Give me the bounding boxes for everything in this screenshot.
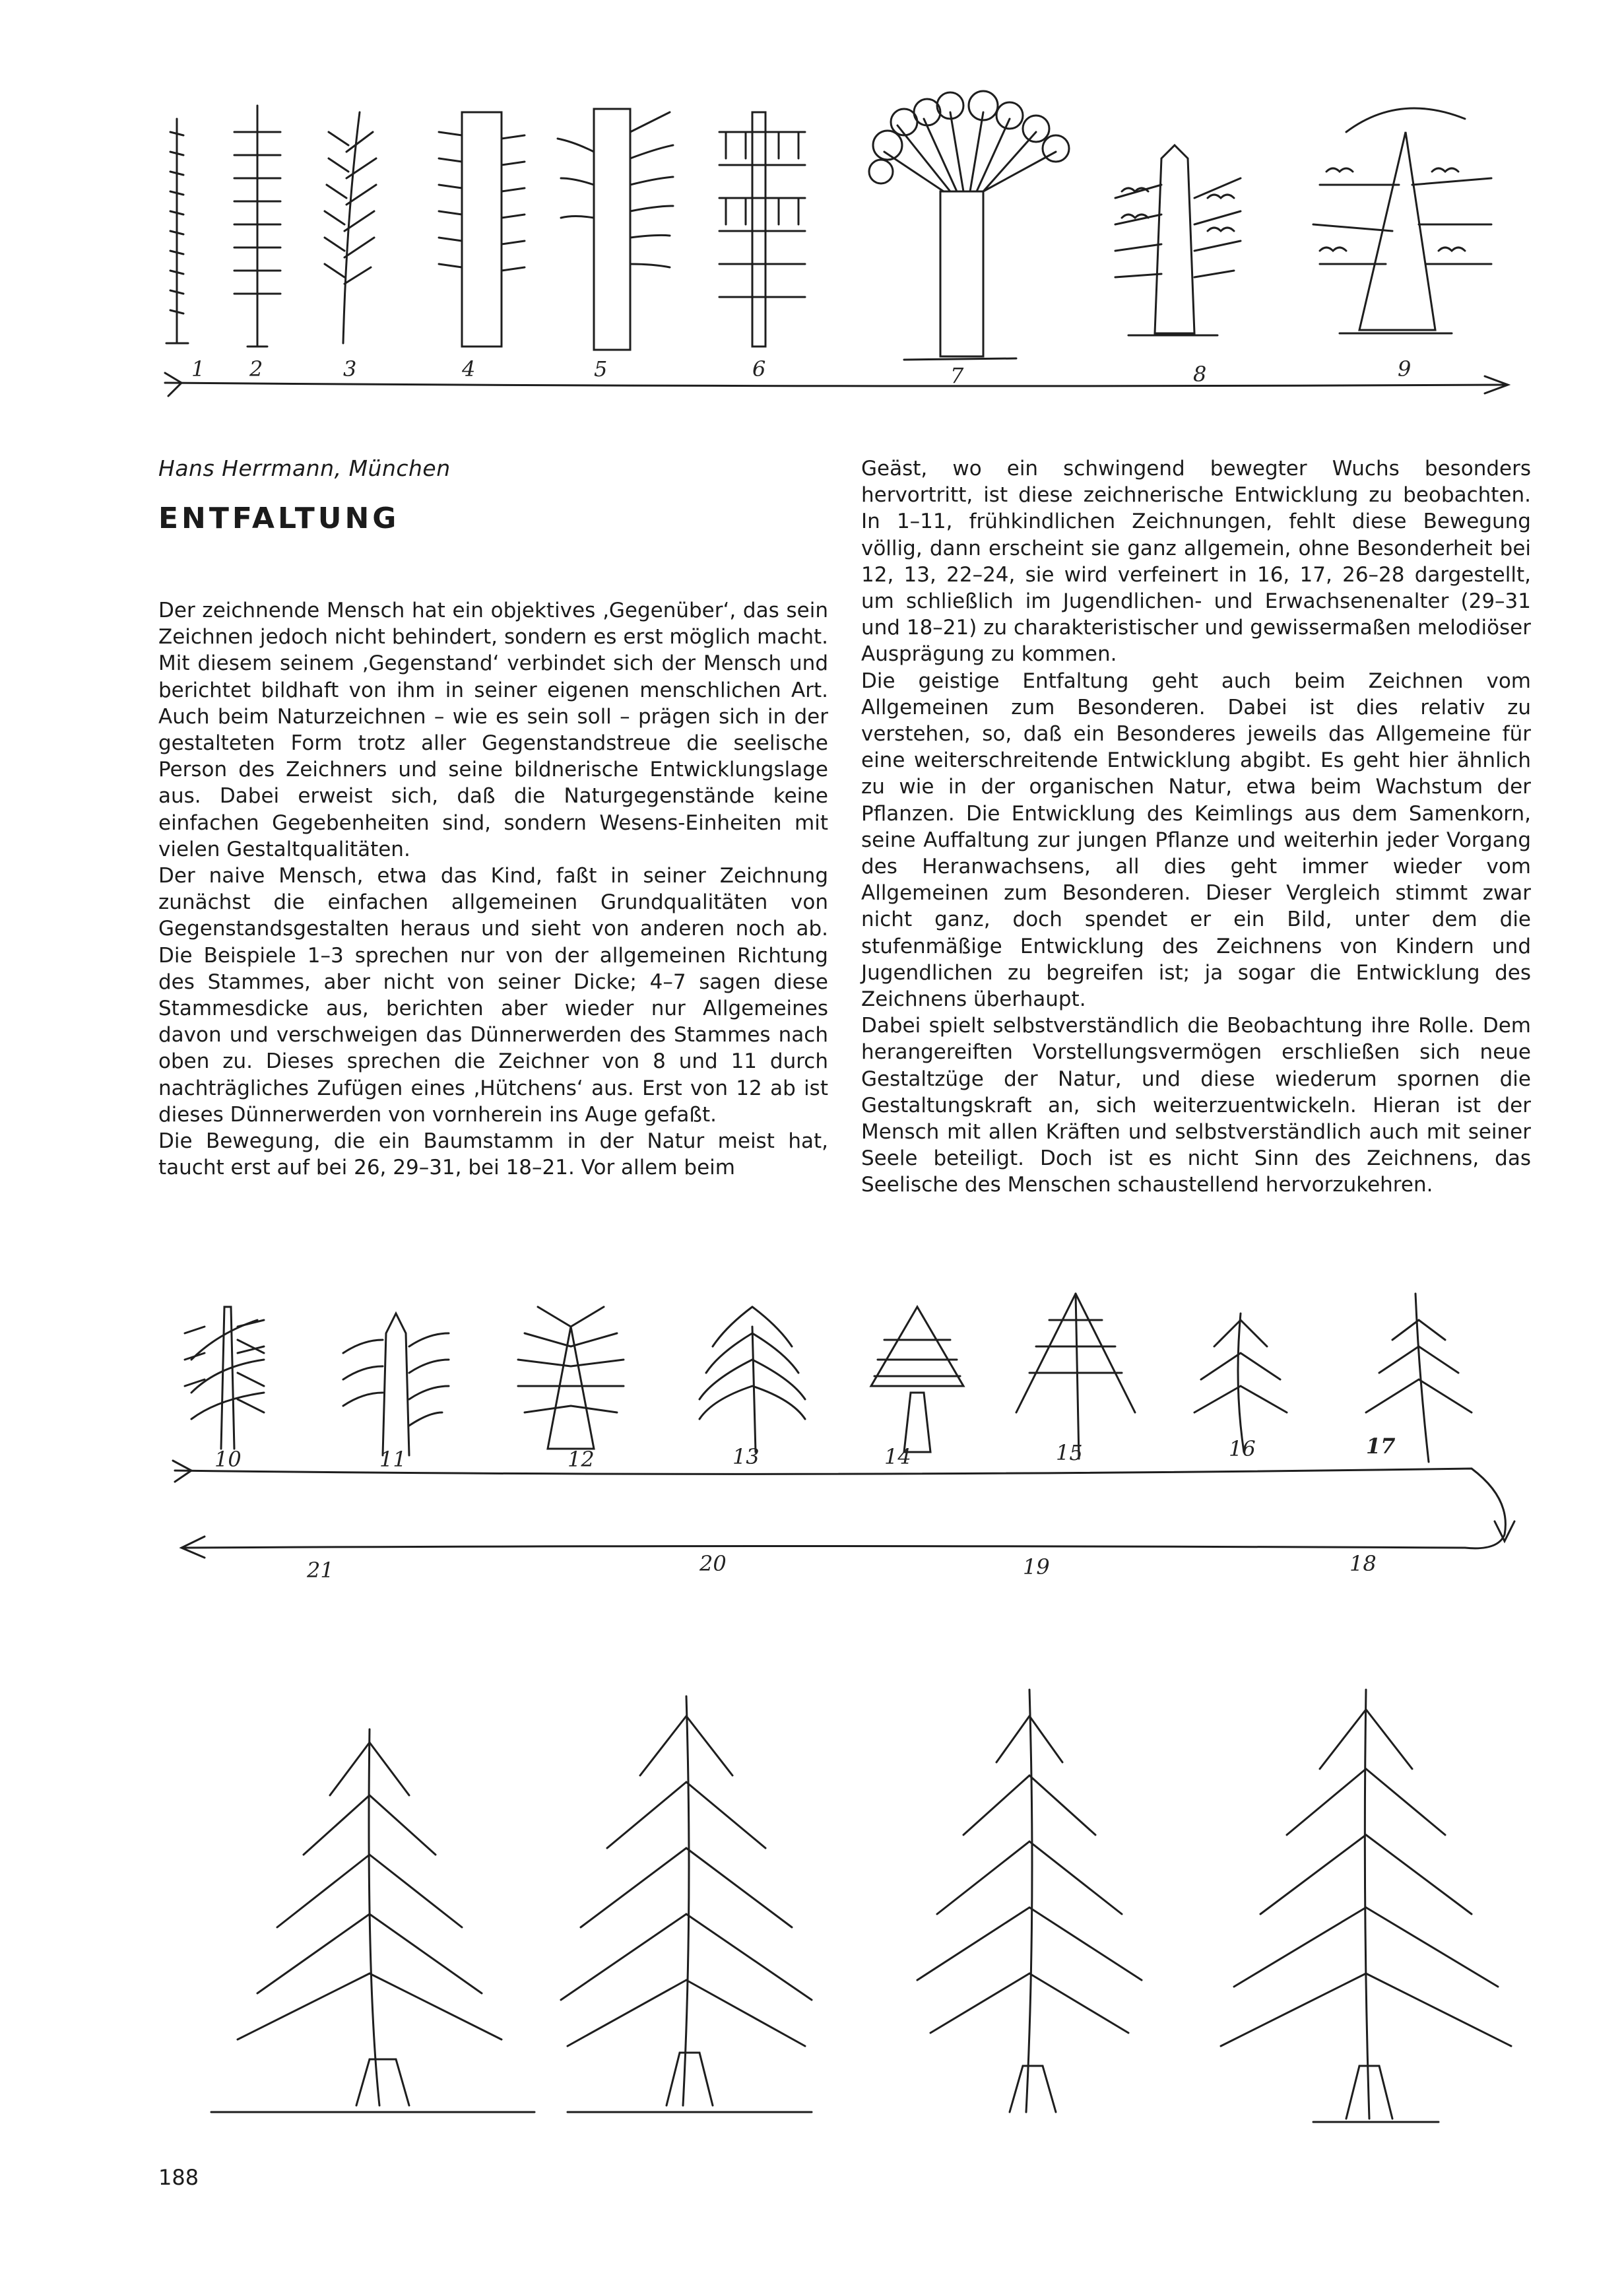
tree-drawing-21	[211, 1729, 535, 2112]
figure-label-19: 19	[1023, 1554, 1050, 1579]
paragraph: Die geistige Entfaltung geht auch beim Zeichnen vom Allgemeinen zum Besonderen. Dabei ist dies relativ zu verstehen, so, daß ein Besonderes jeweils das Allgemeine für eine weiterschreitende Entwicklung abgibt. Es geht hier ähnlich zu wie in der organischen Natur, etwa beim Wachstum der Pflanzen. Die Entwicklung des Keimlings aus dem Samenkorn, seine Auffaltung zur jungen Pflanze und weiterhin jeder Vorgang des Heranwachsens, all dies geht immer wieder vom Allgemeinen zum Besonderen. Dieser Vergleich stimmt zwar nicht ganz, doch spendet er ein Bild, unter dem die stufenmäßige Entwicklung des Zeichnens von Kindern und Jugendlichen zu begreifen ist; ja sogar die Entwicklung des Zeichnens überhaupt.	[861, 669, 1531, 1012]
tree-drawing-8	[1115, 145, 1241, 335]
figure-label-4: 4	[462, 356, 476, 381]
figure-label-2: 2	[249, 356, 263, 381]
figure-label-20: 20	[699, 1551, 727, 1576]
tree-drawing-10	[185, 1307, 264, 1449]
tree-drawing-4	[439, 112, 525, 347]
figure-label-21: 21	[307, 1558, 334, 1583]
figure-label-7: 7	[950, 363, 964, 388]
tree-drawing-15	[1016, 1294, 1135, 1459]
paragraph: Die Bewegung, die ein Baumstamm in der Natur meist hat, taucht erst auf bei 26, 29–31, bei 18–21. Vor allem beim	[158, 1129, 828, 1180]
paragraph: Der naive Mensch, etwa das Kind, faßt in seiner Zeichnung zunächst die einfachen allgemeinen Grundqualitäten von Gegenstandsgestalten heraus und sieht von anderen noch ab. Die Beispiele 1–3 sprechen nur von der allgemeinen Richtung des Stammes, aber nicht von seiner Dicke; 4–7 sagen diese Stammesdicke aus, berichten aber wieder nur Allgemeines davon und verschweigen das Dünnerwerden des Stammes nach oben zu. Dieses sprechen die Zeichner von 8 und 11 durch nachträgliches Zufügen eines ‚Hütchens‘ aus. Erst von 12 ab ist dieses Dünnerwerden von vornherein ins Auge gefaßt.	[158, 864, 828, 1127]
page-number: 188	[158, 2165, 199, 2190]
paragraph: Der zeichnende Mensch hat ein objektives ‚Gegenüber‘, das sein Zeichnen jedoch nicht behindert, sondern es erst möglich macht. Mit diesem seinem ‚Gegenstand‘ verbindet sich der Mensch und berichtet bildhaft von ihm in seiner eigenen menschlichen Art. Auch beim Naturzeichnen – wie es sein soll – prägen sich in der gestalteten Form trotz aller Gegenstandstreue die seelische Person des Zeichners und seine bildnerische Entwicklungslage aus. Dabei erweist sich, daß die Naturgegenstände keine einfachen Gegebenheiten sind, sondern Wesens-Einheiten mit vielen Gestaltqualitäten.	[158, 599, 828, 861]
tree-drawing-11	[343, 1313, 449, 1455]
figure-label-16: 16	[1229, 1436, 1256, 1461]
figure-label-8: 8	[1193, 362, 1207, 387]
tree-drawing-2	[234, 106, 280, 347]
author-line: Hans Herrmann, München	[158, 455, 451, 481]
timeline-arrow-middle	[175, 1469, 1505, 1548]
article-title: ENTFALTUNG	[158, 502, 400, 535]
tree-drawing-14	[871, 1307, 963, 1452]
tree-drawing-19	[917, 1690, 1142, 2112]
figure-label-11: 11	[379, 1447, 406, 1472]
tree-drawing-3	[325, 112, 376, 343]
figure-label-10: 10	[214, 1447, 242, 1472]
figure-label-13: 13	[732, 1444, 760, 1469]
figure-label-18: 18	[1349, 1551, 1377, 1576]
figure-label-5: 5	[594, 356, 608, 381]
tree-drawing-13	[699, 1307, 805, 1452]
figure-label-6: 6	[752, 356, 766, 381]
text-column-right	[861, 455, 1531, 1199]
timeline-arrow-top	[165, 383, 1505, 386]
paragraph: Geäst, wo ein schwingend bewegter Wuchs besonders hervortritt, ist diese zeichnerische Entwicklung zu beobachten. In 1–11, frühkindlichen Zeichnungen, fehlt diese Bewegung völlig, dann erscheint sie ganz allgemein, ohne Besonderheit bei 12, 13, 22–24, sie wird verfeinert in 16, 17, 26–28 dargestellt, um schließlich im Jugendlichen- und Erwachsenenalter (29–31 und 18–21) zu charakteristischer und gewissermaßen melodiöser Ausprägung zu kommen.	[861, 457, 1531, 667]
tree-drawing-16	[1194, 1313, 1287, 1452]
figure-label-17: 17	[1366, 1434, 1396, 1459]
figure-label-15: 15	[1056, 1440, 1083, 1465]
tree-drawing-12	[518, 1307, 624, 1449]
tree-drawing-1	[166, 119, 188, 343]
tree-drawing-18	[1221, 1690, 1511, 2122]
tree-drawing-20	[561, 1696, 812, 2112]
paragraph: Dabei spielt selbstverständlich die Beobachtung ihre Rolle. Dem herangereiften Vorstellungsvermögen erschließen sich neue Gestaltzüge der Natur, und diese wiederum spornen die Gestaltungskraft an, sich weiterzuentwickeln. Hieran ist der Mensch mit allen Kräften und selbstverständlich auch mit seiner Seele beteiligt. Doch ist es nicht Sinn des Zeichnens, das Seelische des Menschen schaustellend hervorzukehren.	[861, 1014, 1531, 1197]
figure-label-9: 9	[1398, 356, 1412, 381]
figure-label-3: 3	[343, 356, 357, 381]
tree-drawing-9	[1313, 108, 1491, 333]
tree-drawing-7	[869, 91, 1069, 360]
tree-drawing-6	[719, 112, 805, 347]
tree-drawing-5	[558, 109, 673, 350]
figure-label-1: 1	[191, 356, 205, 381]
text-column-left	[158, 597, 828, 1181]
figure-label-14: 14	[884, 1444, 911, 1469]
figure-label-12: 12	[568, 1447, 595, 1472]
